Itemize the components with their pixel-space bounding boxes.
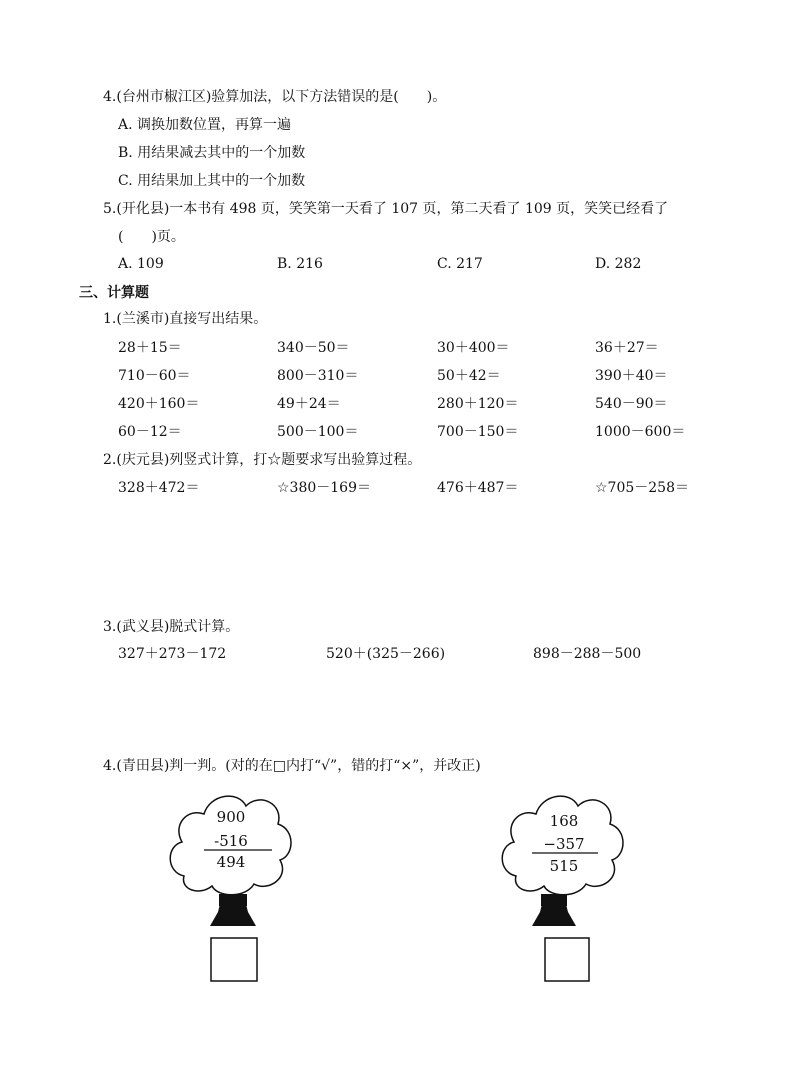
- q5-stem-line1: 5.(开化县)一本书有 498 页，笑笑第一天看了 107 页，第二天看了 109 页，笑笑已经看了: [103, 201, 669, 217]
- step-calc-item: 520＋(325－266): [326, 646, 446, 662]
- q4-option-b: B. 用结果减去其中的一个加数: [118, 145, 306, 161]
- q5-option-c: C. 217: [437, 256, 483, 272]
- calc-cell: 390＋40＝: [595, 368, 668, 384]
- calc-cell: 500－100＝: [277, 424, 359, 440]
- calc-cell: 710－60＝: [118, 368, 191, 384]
- calc-q1-stem: 1.(兰溪市)直接写出结果。: [103, 311, 268, 327]
- calc-cell: 700－150＝: [437, 424, 519, 440]
- vertical-calc-item: ☆380－169＝: [277, 480, 371, 496]
- calc-cell: 1000－600＝: [595, 424, 686, 440]
- q5-option-a: A. 109: [118, 256, 164, 272]
- tree2-result: 515: [549, 857, 579, 875]
- tree1-middle: -516: [214, 832, 248, 850]
- q5-stem-line2: ( )页。: [118, 229, 185, 245]
- vertical-calc-item: 328＋472＝: [118, 480, 200, 496]
- calc-cell: 280＋120＝: [437, 396, 519, 412]
- answer-box-1[interactable]: [211, 938, 257, 981]
- calc-cell: 50＋42＝: [437, 368, 501, 384]
- calc-q3-stem: 3.(武义县)脱式计算。: [103, 619, 240, 635]
- step-calc-item: 898－288－500: [533, 646, 642, 662]
- q4-stem: 4.(台州市椒江区)验算加法，以下方法错误的是( )。: [103, 89, 447, 105]
- calc-cell: 340－50＝: [277, 340, 350, 356]
- calc-cell: 28＋15＝: [118, 340, 182, 356]
- calc-cell: 60－12＝: [118, 424, 182, 440]
- calc-cell: 49＋24＝: [277, 396, 341, 412]
- calc-cell: 36＋27＝: [595, 340, 659, 356]
- vertical-calc-item: ☆705－258＝: [595, 480, 689, 496]
- tree1-top: 900: [216, 808, 246, 826]
- calc-cell: 540－90＝: [595, 396, 668, 412]
- answer-box-2[interactable]: [545, 938, 589, 981]
- vertical-calc-item: 476＋487＝: [437, 480, 519, 496]
- q4-option-a: A. 调换加数位置，再算一遍: [118, 117, 292, 133]
- tree1-result: 494: [216, 853, 246, 871]
- section-title: 三、计算题: [79, 285, 149, 301]
- calc-cell: 420＋160＝: [118, 396, 200, 412]
- calc-q4-stem: 4.(青田县)判一判。(对的在□内打“√”，错的打“×”，并改正): [103, 758, 481, 774]
- tree2-top: 168: [549, 812, 579, 830]
- calc-q2-stem: 2.(庆元县)列竖式计算，打☆题要求写出验算过程。: [103, 452, 422, 468]
- calc-cell: 800－310＝: [277, 368, 359, 384]
- q4-option-c: C. 用结果加上其中的一个加数: [118, 173, 306, 189]
- calc-cell: 30＋400＝: [437, 340, 510, 356]
- tree2-middle: −357: [543, 835, 585, 853]
- q5-option-b: B. 216: [277, 256, 323, 272]
- step-calc-item: 327＋273－172: [118, 646, 227, 662]
- q5-option-d: D. 282: [595, 256, 642, 272]
